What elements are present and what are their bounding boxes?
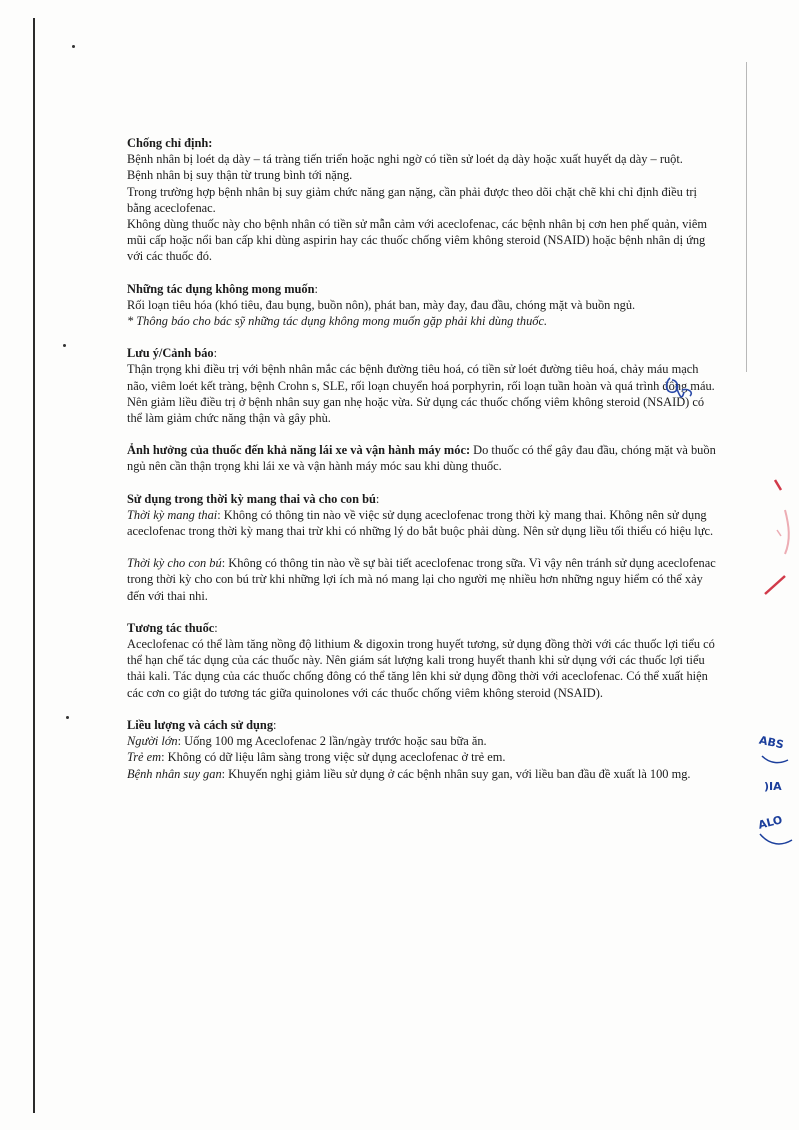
side-effects-section: Những tác dụng không mong muốn: Rối loạn tiêu hóa (khó tiêu, đau bụng, buồn nôn), phát ban, mày đay, đau đầu, chóng mặt và buồn ngủ. * Thông báo cho bác sỹ những tác dụng không mong muốn gặp phải khi dùng thuốc. [127,281,717,330]
driving-section [127,442,717,474]
stamp-text: )IA [764,780,782,793]
section-heading: Những tác dụng không mong muốn [127,281,315,296]
paragraph: : Không có thông tin nào về sự bài tiết aceclofenac trong sữa. Vì vậy nên tránh sử dụng aceclofenac trong thời kỳ cho con bú trừ khi những lợi ích mà nó mang lại cho người mẹ nhiều hơn những nguy hiểm có thể xảy đến với thai nhi. [127,556,716,603]
paragraph: : Khuyến nghị giảm liều sử dụng ở các bệnh nhân suy gan, với liều ban đầu đề xuất là 100 mg. [221,766,691,781]
section-heading: Lưu ý/Cảnh báo [127,346,214,361]
stamp-text: ALO [756,813,784,832]
stamp-arc [758,830,794,850]
subheading: Người lớn [127,734,178,749]
paragraph: : Uống 100 mg Aceclofenac 2 lần/ngày trước hoặc sau bữa ăn. [177,734,487,749]
stamp-text: ABS [757,733,785,752]
paragraph: : Không có thông tin nào về việc sử dụng aceclofenac trong thời kỳ mang thai. Không nên sử dụng aceclofenac trong thời kỳ mang thai trừ khi có những lý do bắt buộc phải dùng. Nên sử dụng liều tối thiểu có hiệu lực. [127,507,714,539]
dosage-section: Liều lượng và cách sử dụng: Người lớn: Uống 100 mg Aceclofenac 2 lần/ngày trước hoặc sau bữa ăn. Trẻ em: Không có dữ liệu lâm sàng trong việc sử dụng aceclofenac ở trẻ em. Bệnh nhân suy gan: Khuyến nghị giảm liều sử dụng ở các bệnh nhân suy gan, với liều ban đầu đề xuất là 100 mg. [127,717,691,781]
paragraph: Không dùng thuốc này cho bệnh nhân có tiền sử mẫn cảm với aceclofenac, các bệnh nhân bị cơn hen phế quản, viêm mũi cấp hoặc nổi ban cấp khi dùng aspirin hay các thuốc chống viêm không steroid (NSAID) hoặc bệnh nhân dị ứng với các thuốc đó. [127,217,707,264]
red-stamp-fragment [755,470,799,605]
document-body [127,135,717,798]
paragraph: Bệnh nhân bị loét dạ dày – tá tràng tiến triển hoặc nghi ngờ có tiền sử loét dạ dày hoặc xuất huyết dạ dày – ruột. [127,152,683,167]
speck [66,716,69,719]
section-heading: Chống chỉ định [127,136,209,150]
handwritten-initials [660,370,700,405]
note: * Thông báo cho bác sỹ những tác dụng không mong muốn gặp phải khi dùng thuốc. [127,314,548,329]
interactions-section: Tương tác thuốc: Aceclofenac có thể làm tăng nồng độ lithium & digoxin trong huyết tương, sử dụng đồng thời với các thuốc lợi tiểu có thể hạn chế tác dụng của các thuốc này. Nên giám sát lượng kali trong huyết thanh khi sử dụng với các thuốc lợi tiểu thải kali. Tác dụng của các thuốc chống đông có thể tăng lên khi sử dụng đồng thời với aceclofenac. Có thể xuất hiện các cơn co giật do tương tác giữa quinolones với các thuốc chống viêm không steroid (NSAID). [127,620,717,701]
speck [63,344,66,347]
section-heading: Ảnh hưởng của thuốc đến khả năng lái xe và vận hành máy móc: [127,443,471,458]
warnings-section: Lưu ý/Cảnh báo: Thận trọng khi điều trị với bệnh nhân mắc các bệnh đường tiêu hoá, có tiền sử loét đường tiêu hoá, chảy máu mạch não, viêm loét kết tràng, bệnh Crohn s, SLE, rối loạn chuyển hoá porphyrin, rối loạn tuần hoàn và quá trình đông máu. Nên giảm liều điều trị ở bệnh nhân suy gan nhẹ hoặc vừa. Sử dụng các thuốc chống viêm không steroid (NSAID) có thể làm giảm chức năng thận và gây phù. [127,345,717,426]
section-heading: Sử dụng trong thời kỳ mang thai và cho con bú [127,491,376,506]
paragraph: Aceclofenac có thể làm tăng nồng độ lithium & digoxin trong huyết tương, sử dụng đồng thời với các thuốc lợi tiểu có thể hạn chế tác dụng của các thuốc này. Nên giám sát lượng kali trong huyết thanh khi sử dụng với các thuốc lợi tiểu thải kali. Tác dụng của các thuốc chống đông có thể tăng lên khi sử dụng đồng thời với aceclofenac. Có thể xuất hiện các cơn co giật do tương tác giữa quinolones với các thuốc chống viêm không steroid (NSAID). [127,637,715,700]
subheading: Trẻ em [127,750,162,765]
paragraph: Do thuốc có thể gây đau đầu, chóng mặt và buồn ngủ nên cần thận trọng khi lái xe và vận hành máy móc sau khi dùng thuốc. [127,443,716,474]
contraindications-section: Chống chỉ định: Bệnh nhân bị loét dạ dày – tá tràng tiến triển hoặc nghi ngờ có tiền sử loét dạ dày hoặc xuất huyết dạ dày – ruột. Bệnh nhân bị suy thận từ trung bình tới nặng. Trong trường hợp bệnh nhân bị suy giảm chức năng gan nặng, cần phải được theo dõi chặt chẽ khi chỉ định điều trị bằng aceclofenac. Không dùng thuốc này cho bệnh nhân có tiền sử mẫn cảm với aceclofenac, các bệnh nhân bị cơn hen phế quản, viêm mũi cấp hoặc nổi ban cấp khi dùng aspirin hay các thuốc chống viêm không steroid (NSAID) hoặc bệnh nhân dị ứng với các thuốc đó. [127,135,717,265]
section-heading: Liều lượng và cách sử dụng [127,717,274,732]
speck [72,45,75,48]
paragraph: Thận trọng khi điều trị với bệnh nhân mắc các bệnh đường tiêu hoá, có tiền sử loét đường tiêu hoá, chảy máu mạch não, viêm loét kết tràng, bệnh Crohn s, SLE, rối loạn chuyển hoá porphyrin, rối loạn tuần hoàn và quá trình đông máu. Nên giảm liều điều trị ở bệnh nhân suy gan nhẹ hoặc vừa. Sử dụng các thuốc chống viêm không steroid (NSAID) có thể làm giảm chức năng thận và gây phù. [127,362,715,426]
paragraph: Bệnh nhân bị suy thận từ trung bình tới nặng. [127,168,353,183]
subheading: Bệnh nhân suy gan [127,766,222,781]
right-margin-line [746,62,747,372]
stamp-arc [760,752,790,766]
subheading: Thời kỳ cho con bú [127,556,222,571]
pregnancy-section: Sử dụng trong thời kỳ mang thai và cho con bú: Thời kỳ mang thai: Không có thông tin nào về việc sử dụng aceclofenac trong thời kỳ mang thai. Không nên sử dụng aceclofenac trong thời kỳ mang thai trừ khi có những lý do bắt buộc phải dùng. Nên sử dụng liều tối thiểu có hiệu lực. Thời kỳ cho con bú: Không có thông tin nào về sự bài tiết aceclofenac trong sữa. Vì vậy nên tránh sử dụng aceclofenac trong thời kỳ cho con bú trừ khi những lợi ích mà nó mang lại cho người mẹ nhiều hơn những nguy hiểm có thể xảy đến với thai nhi. [127,491,716,603]
left-margin-line [33,18,35,1113]
paragraph: Trong trường hợp bệnh nhân bị suy giảm chức năng gan nặng, cần phải được theo dõi chặt chẽ khi chỉ định điều trị bằng aceclofenac. [127,184,697,215]
paragraph: : Không có dữ liệu lâm sàng trong việc sử dụng aceclofenac ở trẻ em. [161,750,506,765]
subheading: Thời kỳ mang thai [127,507,218,522]
section-heading: Tương tác thuốc [127,620,215,635]
paragraph: Rối loạn tiêu hóa (khó tiêu, đau bụng, buồn nôn), phát ban, mày đay, đau đầu, chóng mặt và buồn ngủ. [127,297,636,312]
